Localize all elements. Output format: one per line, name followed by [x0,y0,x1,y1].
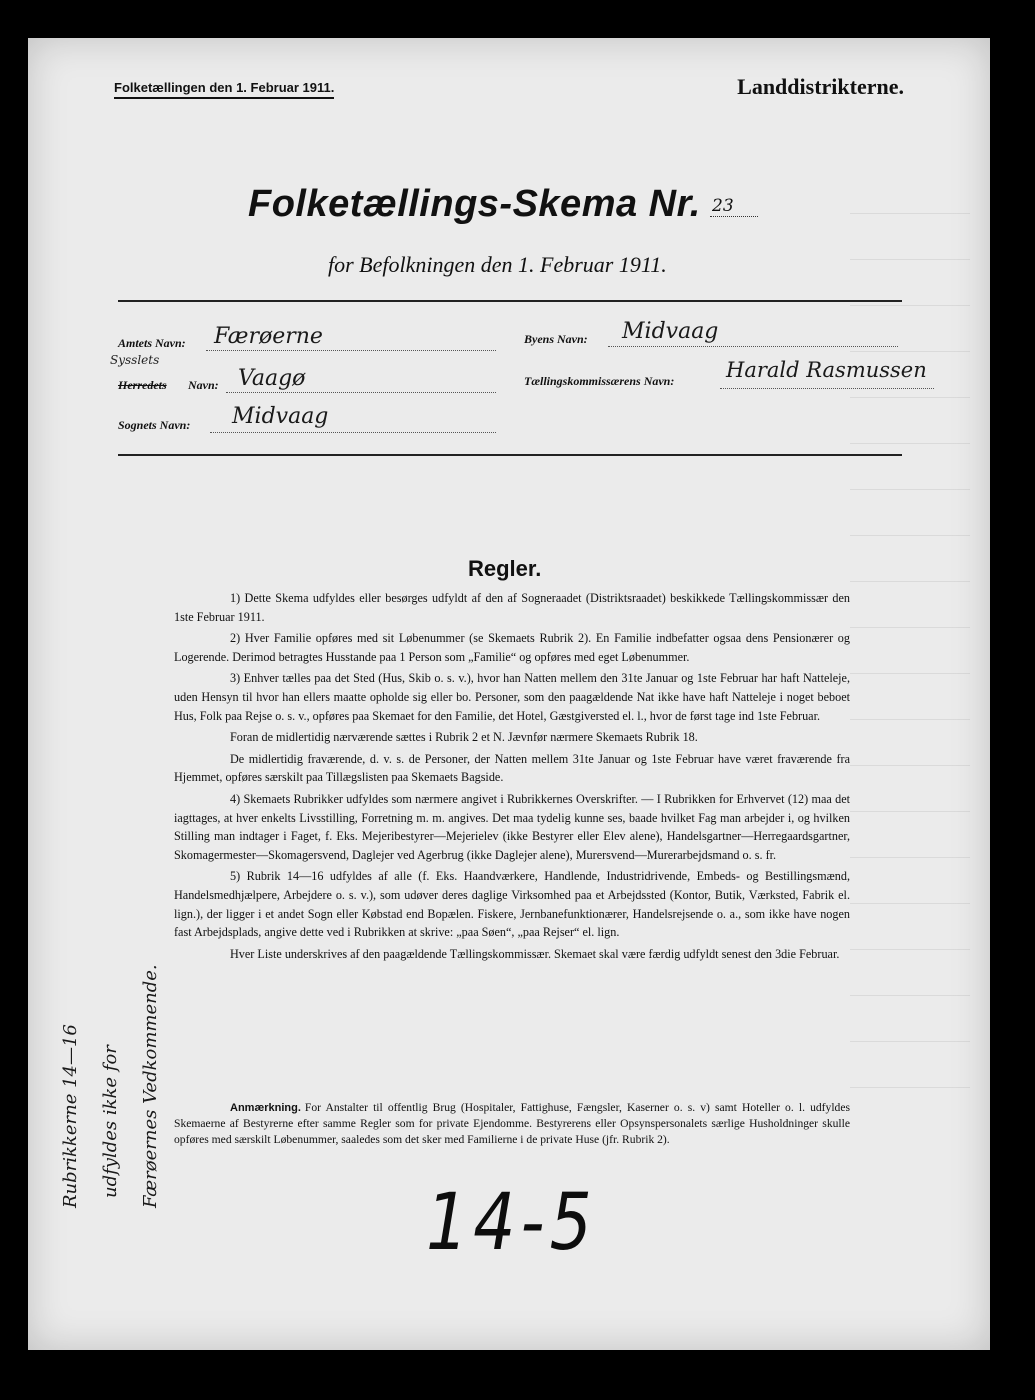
kommissaer-line [720,388,934,389]
remark-label: Anmærkning. [230,1102,301,1114]
header-district-type: Landdistrikterne. [737,74,904,99]
byens-label: Byens Navn: [524,332,588,346]
herred-label-struck: Herredets [118,378,167,392]
census-form-page [28,38,990,1350]
herred-line [226,392,496,393]
form-title: Folketællings-Skema Nr. [248,183,701,225]
remark-note [174,1100,850,1148]
handwritten-side-notes [38,908,161,1208]
byens-value: Midvaag [622,319,719,344]
side-note-line: Rubrikkerne 14—16 [60,1024,81,1208]
rule-paragraph: Hver Liste underskrives af den paagældende Tællingskommissær. Skemaet skal være færdig udfyldt senest den 3die Februar. [230,946,840,961]
side-note-line: Færøernes Vedkommende. [140,964,161,1208]
remark-text: For Anstalter til offentlig Brug (Hospitaler, Fattighuse, Fængsler, Kaserner o. s. v) samt Hoteller o. l. udfyldes Skemaerne af Bestyrerne efter samme Regler som for private Ejendomme. Bestyrerens eller Opsynspersonalets særlige Husholdninger skulle opføres med særskilt Løbenummer, saaledes som det sker med Familierne i de private Huse (jfr. Rubrik 2). [174,1101,850,1146]
rule-paragraph: De midlertidig fraværende, d. v. s. de Personer, der Natten mellem 31te Januar og 1ste Februar have været fraværende fra Hjemmet, opføres særskilt paa Tillægslisten paa Skemaets Bagside. [174,751,850,785]
rule-paragraph: 1) Dette Skema udfyldes eller besørges udfyldt af den af Sogneraadet (Distriktsraadet) beskikkede Tællingskommissær den 1ste Februar 1911. [174,591,850,624]
herred-label: Navn: [188,378,219,392]
handwritten-stamp-number: 14-5 [426,1178,597,1268]
sogn-value: Midvaag [232,404,329,429]
rule-paragraph: 5) Rubrik 14—16 udfyldes af alle (f. Eks. Haandværkere, Handlende, Industridrivende, Embeds- og Bestillingsmænd, Handelsmedhjælpere, Arbejdere o. s. v.), som udøver deres daglige Virksomhed paa et Arbejdssted (Kontor, Butik, Værksted, Fabrik el. lign.), der ligger i et andet Sogn eller Købstad end Bopælen. Fiskere, Jernbanefunktionærer, Handelsrejsende o. a., som ikke have nogen fast Arbejdsplads, angive dette ved i Rubrikken at skrive: „paa Søen“, „paa Rejser“ el. lign. [174,869,850,940]
amt-label: Amtets Navn: [118,336,186,350]
divider-bottom [118,454,902,456]
herred-value: Vaagø [238,366,306,391]
rules-title: Regler. [468,556,542,581]
rules-body [174,589,850,966]
amt-value: Færøerne [214,324,323,349]
sogn-label: Sognets Navn: [118,418,191,432]
rule-paragraph: 2) Hver Familie opføres med sit Løbenummer (se Skemaets Rubrik 2). En Familie indbefatter ogsaa dens Pensionærer og Logerende. Derimod betragtes Husstande paa 1 Person som „Familie“ og opføres med eget Løbenummer. [174,631,850,664]
rule-paragraph: 3) Enhver tælles paa det Sted (Hus, Skib o. s. v.), hvor han Natten mellem den 31te Januar og 1ste Februar har haft Natteleje, uden Hensyn til hvor han ellers maatte opholde sig eller bo. Personer, som den paagældende Nat ikke have haft Natteleje i noget beboet Hus, Folk paa Rejse o. s. v., opføres paa Skemaet for den Familie, det Hotel, Gæstgiversted el. l., hvor de først tage ind 1ste Februar. [174,671,850,723]
divider-top [118,300,902,302]
kommissaer-value: Harald Rasmussen [726,358,927,382]
herred-annotation: Sysslets [110,353,160,367]
show-through-lines [850,188,970,1088]
kommissaer-label: Tællingskommissærens Navn: [524,374,675,388]
sogn-line [210,432,496,433]
byens-line [608,346,898,347]
rule-paragraph: Foran de midlertidig nærværende sættes i Rubrik 2 et N. Jævnfør nærmere Skemaets Rubrik 18. [230,730,698,745]
form-number: 23 [710,196,758,217]
header-census-date: Folketællingen den 1. Februar 1911. [114,80,334,99]
form-subtitle: for Befolkningen den 1. Februar 1911. [328,252,667,277]
rule-paragraph: 4) Skemaets Rubrikker udfyldes som nærmere angivet i Rubrikkernes Overskrifter. — I Rubrikken for Erhvervet (12) maa det iagttages, at hver enkelts Livsstilling, Forretning m. m. angives. Det maa tydelig kunne ses, baade hvilket Fag man arbejder i, og hvilken Stilling man indtager i Faget, f. Eks. Mejeribestyrer—Mejerielev (ikke Bestyrer eller Elev alene), Handelsgartner—Herregaardsgartner, Skomagermester—Skomagersvend, Daglejer ved Agerbrug (ikke Daglejer alene), Murersvend—Murerarbejdsmand o. s. fr. [174,791,850,862]
side-note-line: udfyldes ikke for [100,1045,121,1198]
amt-line [206,350,496,351]
